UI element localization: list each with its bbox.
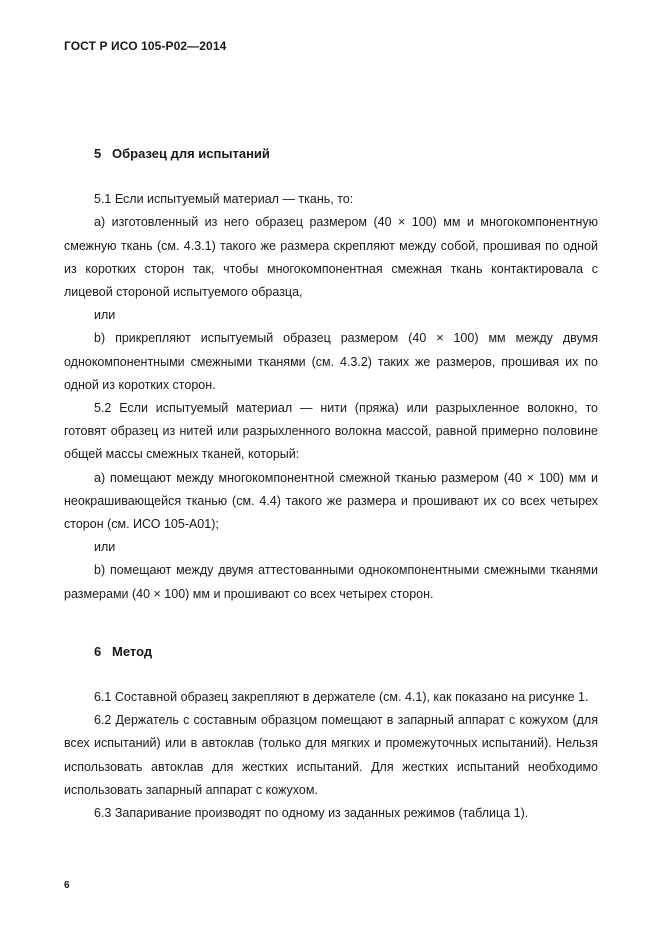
- section-title: Метод: [112, 643, 153, 659]
- paragraph: 6.2 Держатель с составным образцом помещают в запарный аппарат с кожухом (для всех испытаний) или в автоклав (только для мягких и промежуточных испытаний). Нельзя использовать автоклав для жестких испытаний. Для жестких испытаний необходимо использовать запарный аппарат с кожухом.: [64, 713, 598, 797]
- paragraph: 5.2 Если испытуемый материал — нити (пряжа) или разрыхленное волокно, то готовят образец из нитей или разрыхленного волокна массой, равной примерно половине общей массы смежных тканей, который:: [64, 401, 598, 462]
- section-number: 6: [94, 643, 102, 659]
- paragraph: а) помещают между многокомпонентной смежной тканью размером (40 × 100) мм и неокрашивающейся тканью (см. 4.4) такого же размера и прошивают их со всех четырех сторон (см. ИСО 105-А01);: [64, 470, 598, 532]
- document-body: [64, 142, 598, 825]
- document-header: ГОСТ Р ИСО 105-Р02—2014: [64, 39, 227, 53]
- paragraph: или: [94, 308, 116, 323]
- page-number: 6: [64, 880, 70, 891]
- section-6-heading: [64, 640, 598, 663]
- paragraph: или: [94, 540, 116, 555]
- section-title: Образец для испытаний: [112, 146, 270, 161]
- paragraph: 6.3 Запаривание производят по одному из заданных режимов (таблица 1).: [94, 806, 529, 821]
- section-number: 5: [94, 146, 102, 161]
- paragraph: а) изготовленный из него образец размером (40 × 100) мм и многокомпонентную смежную ткань (см. 4.3.1) такого же размера скрепляют между собой, прошивая по одной из коротких сторон так, чтобы многокомпонентная смежная ткань контактировала с лицевой стороной испытуемого образца,: [64, 215, 598, 300]
- paragraph: b) прикрепляют испытуемый образец размером (40 × 100) мм между двумя однокомпонентными смежными тканями (см. 4.3.2) таких же размеров, прошивая их по одной из коротких сторон.: [64, 331, 598, 392]
- section-5-heading: [64, 142, 598, 165]
- paragraph: b) помещают между двумя аттестованными однокомпонентными смежными тканями размерами (40 × 100) мм и прошивают со всех четырех сторон.: [64, 563, 598, 601]
- paragraph: 6.1 Составной образец закрепляют в держателе (см. 4.1), как показано на рисунке 1.: [94, 690, 589, 705]
- paragraph: 5.1 Если испытуемый материал — ткань, то:: [94, 192, 354, 207]
